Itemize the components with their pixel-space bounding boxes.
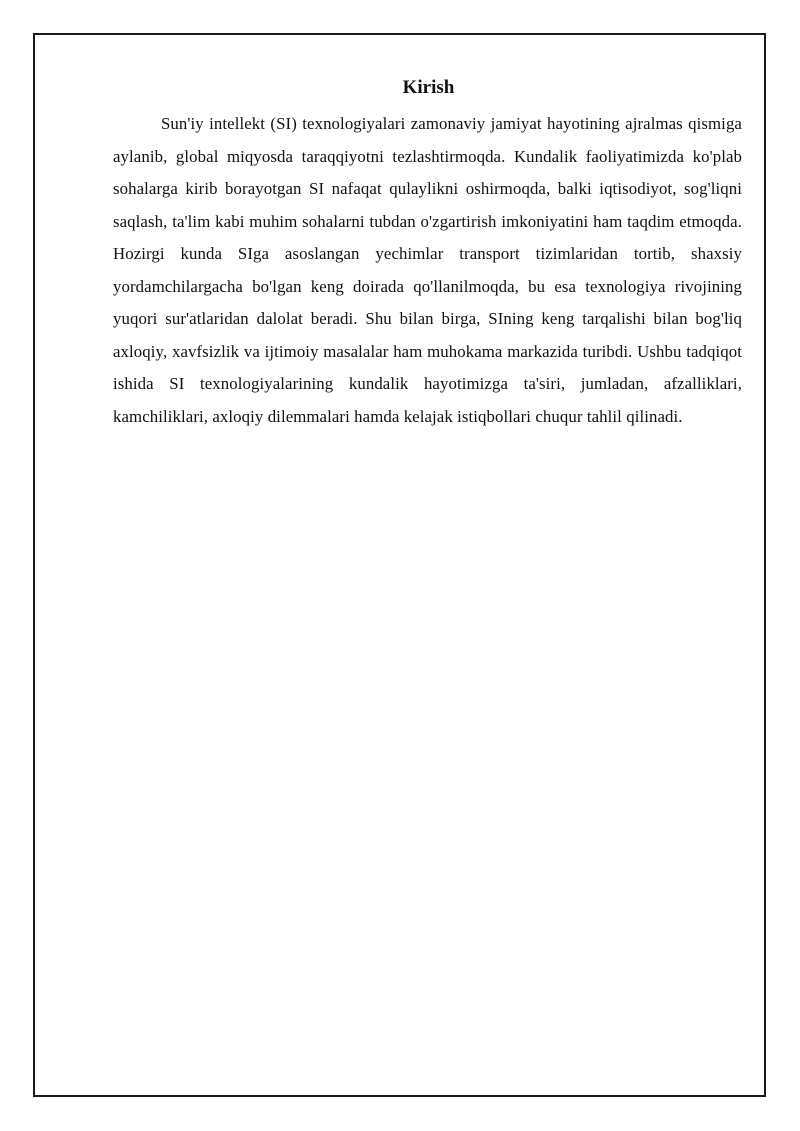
intro-paragraph: Sun'iy intellekt (SI) texnologiyalari zamonaviy jamiyat hayotining ajralmas qismiga aylanib, global miqyosda taraqqiyotni tezlashtirmoqda. Kundalik faoliyatimizda ko'plab sohalarga kirib borayotgan SI nafaqat qulaylikni oshirmoqda, balki iqtisodiyot, sog'liqni saqlash, ta'lim kabi muhim sohalarni tubdan o'zgartirish imkoniyatini ham taqdim etmoqda. Hozirgi kunda SIga asoslangan yechimlar transport tizimlaridan tortib, shaxsiy yordamchilargacha bo'lgan keng doirada qo'llanilmoqda, bu esa texnologiya rivojining yuqori sur'atlaridan dalolat beradi. Shu bilan birga, SIning keng tarqalishi bilan bog'liq axloqiy, xavfsizlik va ijtimoiy masalalar ham muhokama markazida turibdi. Ushbu tadqiqot ishida SI texnologiyalarining kundalik hayotimizga ta'siri, jumladan, afzalliklari, kamchiliklari, axloqiy dilemmalari hamda kelajak istiqbollari chuqur tahlil qilinadi. [113,114,742,426]
document-content [113,76,742,433]
section-title: Kirish [402,77,455,98]
